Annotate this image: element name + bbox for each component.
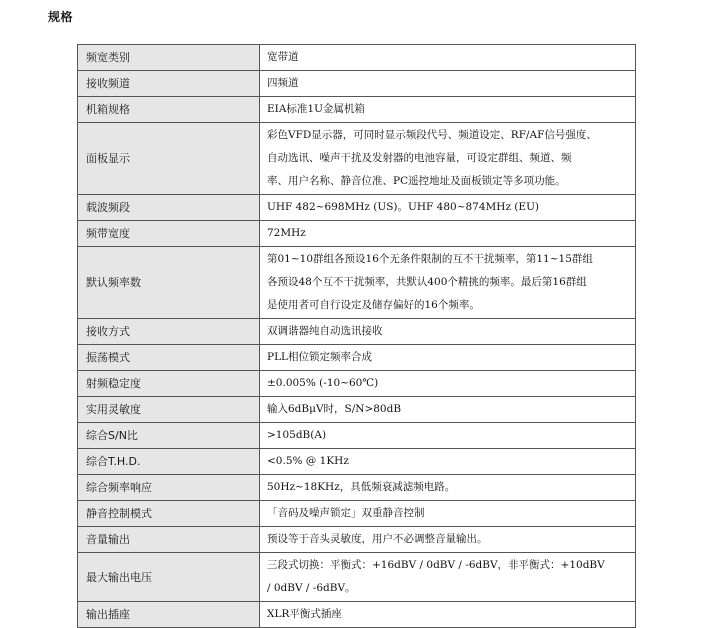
spec-value: EIA标准1U金属机箱	[260, 97, 636, 123]
table-row	[78, 602, 636, 628]
table-row	[78, 247, 636, 319]
table-row	[78, 527, 636, 553]
table-row	[78, 553, 636, 602]
spec-value: PLL相位锁定频率合成	[260, 345, 636, 371]
spec-value: 第01~10群组各预设16个无条件限制的互不干扰频率，第11~15群组 各预设48个互不干扰频率，共默认400个精挑的频率。最后第16群组 是使用者可自行设定及储存偏好的16个频率。	[260, 247, 636, 319]
spec-label: 输出插座	[78, 602, 260, 628]
spec-label: 频带宽度	[78, 221, 260, 247]
table-row	[78, 397, 636, 423]
table-row	[78, 475, 636, 501]
spec-label: 音量输出	[78, 527, 260, 553]
spec-label: 综合T.H.D.	[78, 449, 260, 475]
spec-label: 最大输出电压	[78, 553, 260, 602]
spec-value: 72MHz	[260, 221, 636, 247]
spec-value: UHF 482~698MHz (US)。UHF 480~874MHz (EU)	[260, 195, 636, 221]
table-row	[78, 123, 636, 195]
table-row	[78, 71, 636, 97]
spec-value: >105dB(A)	[260, 423, 636, 449]
spec-value: 三段式切换：平衡式：+16dBV / 0dBV / -6dBV，非平衡式：+10dBV / 0dBV / -6dBV。	[260, 553, 636, 602]
table-row	[78, 449, 636, 475]
spec-value: 「音码及噪声锁定」双重静音控制	[260, 501, 636, 527]
spec-table	[77, 44, 636, 628]
table-row	[78, 501, 636, 527]
spec-label: 振荡模式	[78, 345, 260, 371]
table-row	[78, 371, 636, 397]
spec-label: 频宽类别	[78, 45, 260, 71]
spec-value: 四频道	[260, 71, 636, 97]
spec-value: ±0.005% (-10~60℃)	[260, 371, 636, 397]
table-row	[78, 97, 636, 123]
spec-label: 默认频率数	[78, 247, 260, 319]
table-row	[78, 319, 636, 345]
spec-label: 载波频段	[78, 195, 260, 221]
spec-label: 实用灵敏度	[78, 397, 260, 423]
spec-label: 综合频率响应	[78, 475, 260, 501]
spec-label: 综合S/N比	[78, 423, 260, 449]
page-title: 规格	[48, 10, 74, 24]
spec-label: 接收频道	[78, 71, 260, 97]
table-row	[78, 45, 636, 71]
table-row	[78, 423, 636, 449]
spec-value: <0.5% @ 1KHz	[260, 449, 636, 475]
spec-value: 彩色VFD显示器，可同时显示频段代号、频道设定、RF/AF信号强度、 自动选讯、噪声干扰及发射器的电池容量，可设定群组、频道、频 率、用户名称、静音位准、PC遥控地址及面板锁定等多项功能。	[260, 123, 636, 195]
spec-label: 静音控制模式	[78, 501, 260, 527]
spec-value: 宽带道	[260, 45, 636, 71]
spec-label: 面板显示	[78, 123, 260, 195]
spec-value: 输入6dBμV时，S/N>80dB	[260, 397, 636, 423]
spec-label: 射频稳定度	[78, 371, 260, 397]
spec-label: 机箱规格	[78, 97, 260, 123]
spec-value: 50Hz~18KHz，具低频衰减滤频电路。	[260, 475, 636, 501]
table-row	[78, 195, 636, 221]
spec-value: 双调谐器纯自动选讯接收	[260, 319, 636, 345]
spec-value: XLR平衡式插座	[260, 602, 636, 628]
spec-label: 接收方式	[78, 319, 260, 345]
spec-value: 预设等于音头灵敏度，用户不必调整音量输出。	[260, 527, 636, 553]
table-row	[78, 221, 636, 247]
table-row	[78, 345, 636, 371]
